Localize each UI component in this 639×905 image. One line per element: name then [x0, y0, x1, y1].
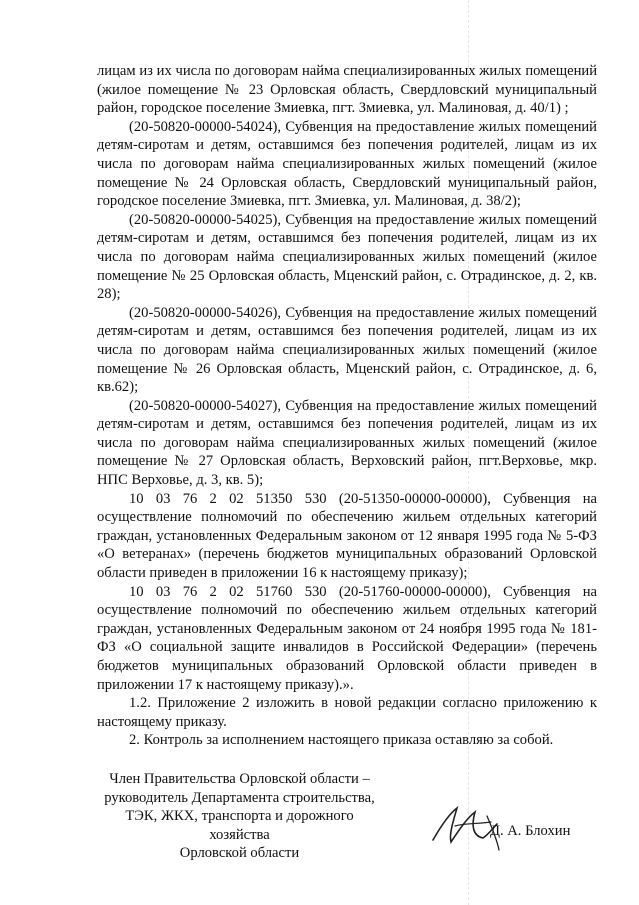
signatory-title-line-1: Член Правительства Орловской области –	[109, 771, 370, 787]
signatory-title	[97, 770, 382, 863]
signatory-title-line-3: ТЭК, ЖКХ, транспорта и дорожного хозяйства	[125, 808, 354, 843]
paragraph-8: 2. Контроль за исполнением настоящего приказа оставляю за собой.	[129, 732, 554, 749]
paragraph-4: (20-50820-00000-54027), Субвенция на предоставление жилых помещений детям-сиротам и детям, оставшимся без попечения родителей, лицам из их числа по договорам найма специализированных жилых помещений (жилое помещение № 27 Орловская область, Верховский район, пгт.Верховье, мкр. НПС Верховье, д. 3, кв. 5);	[97, 397, 597, 489]
paragraph-1: (20-50820-00000-54024), Субвенция на предоставление жилых помещений детям-сиротам и детям, оставшимся без попечения родителей, лицам из их числа по договорам найма специализированных жилых помещений (жилое помещение № 24 Орловская область, Свердловский муниципальный район, городское поселение Змиевка, пгт. Змиевка, ул. Малиновая, д. 38/2);	[97, 118, 597, 210]
signatory-name: Д. А. Блохин	[490, 823, 571, 839]
document-body	[97, 62, 597, 750]
paragraph-2: (20-50820-00000-54025), Субвенция на предоставление жилых помещений детям-сиротам и детям, оставшимся без попечения родителей, лицам из их числа по договорам найма специализированных жилых помещений (жилое помещение № 25 Орловская область, Мценский район, с. Отрадинское, д. 2, кв. 28);	[97, 211, 597, 303]
paragraph-0: лицам из их числа по договорам найма специализированных жилых помещений (жилое помещение № 23 Орловская область, Свердловский муниципальный район, городское поселение Змиевка, пгт. Змиевка, ул. Малиновая, д. 40/1) ;	[97, 63, 597, 117]
paragraph-3: (20-50820-00000-54026), Субвенция на предоставление жилых помещений детям-сиротам и детям, оставшимся без попечения родителей, лицам из их числа по договорам найма специализированных жилых помещений (жилое помещение № 26 Орловская область, Мценский район, с. Отрадинское, д. 6, кв.62);	[97, 304, 597, 396]
paragraph-6: 10 03 76 2 02 51760 530 (20-51760-00000-00000), Субвенция на осуществление полномочий по обеспечению жильем отдельных категорий граждан, установленных Федеральным законом от 24 ноября 1995 года № 181-ФЗ «О социальной защите инвалидов в Российской Федерации» (перечень бюджетов муниципальных образований Орловской области приведен в приложении 17 к настоящему приказу).».	[97, 583, 597, 693]
signatory-title-line-4: Орловской области	[179, 845, 300, 862]
paragraph-5: 10 03 76 2 02 51350 530 (20-51350-00000-00000), Субвенция на осуществление полномочий по обеспечению жильем отдельных категорий граждан, установленных Федеральным законом от 12 января 1995 года № 5-ФЗ «О ветеранах» (перечень бюджетов муниципальных образований Орловской области приведен в приложении 16 к настоящему приказу);	[97, 490, 597, 582]
signatory-title-line-2: руководитель Департамента строительства,	[104, 789, 375, 806]
paragraph-7: 1.2. Приложение 2 изложить в новой редакции согласно приложению к настоящему приказу.	[97, 695, 597, 730]
